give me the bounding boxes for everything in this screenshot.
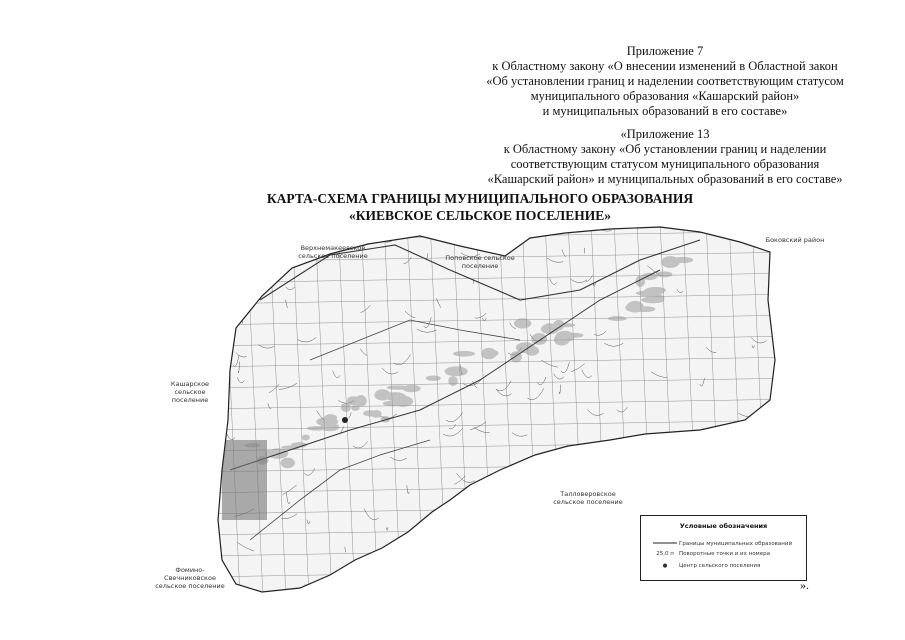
legend-title: Условные обозначения <box>679 522 768 530</box>
neighbor-label-fomino: Фомино-Свечниковское сельское поселение <box>155 566 225 590</box>
appendix-13-line-1: «Приложение 13 <box>620 127 710 141</box>
boundary-line-icon <box>651 540 679 548</box>
neighbor-label-kasharskoe: Кашарское сельское поселение <box>170 380 210 404</box>
appendix-7-line-4: муниципального образования «Кашарский район» <box>530 89 800 103</box>
legend-row-center <box>651 563 760 569</box>
neighbor-label-talloverovskoe: Талловеровское сельское поселение <box>553 490 623 506</box>
neighbor-label-bokovsky: Боковский район <box>765 236 825 244</box>
legend-row-boundary <box>651 540 792 548</box>
appendix-7-line-2: к Областному закону «О внесении изменений в Областной закон <box>492 59 838 73</box>
legend-label-boundary: Границы муниципальных образований <box>679 541 793 547</box>
legend-label-turning-points: Поворотные точки и их номера <box>679 551 770 557</box>
appendix-7-line-3: «Об установлении границ и наделении соответствующим статусом <box>486 74 844 88</box>
map-legend <box>640 515 807 581</box>
map-title-line-1: КАРТА-СХЕМА ГРАНИЦЫ МУНИЦИПАЛЬНОГО ОБРАЗОВАНИЯ <box>266 191 694 206</box>
kashary-settlement-area <box>222 440 267 520</box>
settlement-center-icon: ● <box>662 563 668 569</box>
appendix-7-line-1: Приложение 7 <box>626 44 704 58</box>
legend-label-center: Центр сельского поселения <box>679 563 761 569</box>
map-title-line-2: «КИЕВСКОЕ СЕЛЬСКОЕ ПОСЕЛЕНИЕ» <box>349 208 611 223</box>
appendix-13-line-4: «Кашарский район» и муниципальных образований в его составе» <box>487 172 843 186</box>
appendix-7-line-5: и муниципальных образований в его составе» <box>542 104 788 118</box>
appendix-13-line-2: к Областному закону «Об установлении границ и наделении <box>503 142 827 156</box>
legend-row-turning-points <box>651 551 770 557</box>
neighbor-label-verkhnemakeevskoe: Верхнемакеевское сельское поселение <box>298 244 368 260</box>
turning-point-symbol: 25,0 п <box>656 551 674 557</box>
neighbor-label-popovskoe: Поповское сельское поселение <box>445 254 515 270</box>
appendix-13-line-3: соответствующим статусом муниципального образования <box>510 157 820 171</box>
closing-quote-mark: ». <box>800 578 809 592</box>
settlement-center-marker <box>342 417 348 423</box>
